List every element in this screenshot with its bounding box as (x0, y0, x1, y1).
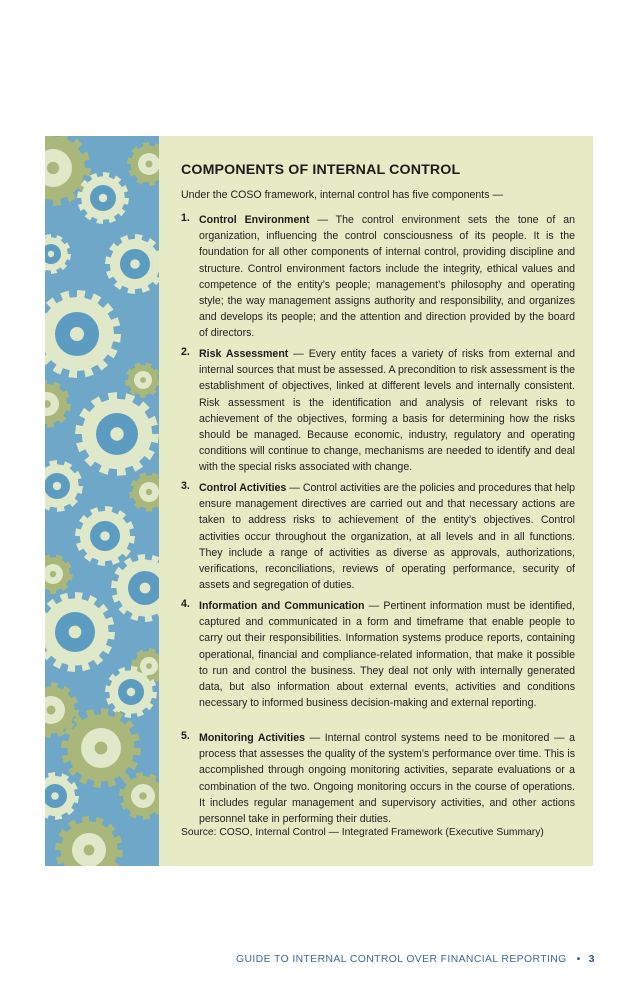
component-item (181, 730, 575, 827)
gear-axle-icon (95, 742, 108, 755)
gear-axle-icon (48, 251, 54, 257)
page-footer (236, 954, 595, 965)
gear-axle-icon (146, 663, 152, 669)
item-term: Control Environment (199, 214, 310, 226)
component-item (181, 212, 575, 342)
gear-axle-icon (70, 327, 84, 341)
gear-axle-icon (100, 531, 110, 541)
gear-axle-icon (146, 489, 152, 495)
gear-axle-icon (140, 583, 151, 594)
gear-axle-icon (110, 427, 123, 440)
item-body (199, 598, 575, 711)
source-citation: Source: COSO, Internal Control — Integrated Framework (Executive Summary) (181, 827, 544, 838)
item-number: 2. (181, 346, 190, 358)
item-body (199, 212, 575, 342)
item-term: Monitoring Activities (199, 732, 305, 744)
item-term: Risk Assessment (199, 348, 289, 360)
gear-axle-icon (127, 688, 135, 696)
item-number: 5. (181, 730, 190, 742)
box-intro: Under the COSO framework, internal control has five components — (181, 189, 504, 201)
item-text: — Control activities are the policies and procedures that help ensure management directives are carried out and that necessary actions are taken to address risks to achievement of the entity’s objectives. Control activities occur throughout the organization, at all levels and in all functions. They include a range of activities as diverse as approvals, authorizations, verifications, reconciliations, reviews of operating performance, security of assets and segregation of duties. (199, 482, 575, 592)
item-term: Control Activities (199, 482, 287, 494)
item-body (199, 346, 575, 476)
item-number: 1. (181, 212, 190, 224)
gear-axle-icon (47, 706, 56, 715)
component-item (181, 346, 575, 476)
box-title: COMPONENTS OF INTERNAL CONTROL (181, 162, 461, 178)
component-item (181, 480, 575, 593)
gear-axle-icon (146, 161, 153, 168)
gear-pattern-image (45, 136, 159, 866)
item-text: — Every entity faces a variety of risks from external and internal sources that must be assessed. A precondition to risk assessment is the establishment of objectives, linked at different levels and internally consistent. Risk assessment is the identification and analysis of relevant risks to achievement of the objectives, forming a basis for determining how the risks should be managed. Because economic, industry, regulatory and operating conditions will continue to change, mechanisms are needed to identify and deal with the special risks associated with change. (199, 348, 575, 474)
gear-axle-icon (99, 194, 107, 202)
gear-axle-icon (130, 259, 140, 269)
gear-axle-icon (140, 377, 146, 383)
item-body (199, 730, 575, 827)
gear-axle-icon (53, 482, 61, 490)
running-title: GUIDE TO INTERNAL CONTROL OVER FINANCIAL REPORTING (236, 954, 567, 965)
gear-axle-icon (47, 162, 59, 174)
component-item (181, 598, 575, 711)
item-text: — Pertinent information must be identified, captured and communicated in a form and timeframe that enable people to carry out their responsibilities. Information systems produce reports, containing operational, financial and compliance-related information, that make it possible to run and control the business. They deal not only with internally generated data, but also information about external events, activities and conditions necessary to informed business decision-making and external reporting. (199, 600, 575, 710)
gear-axle-icon (84, 845, 95, 856)
item-text: — The control environment sets the tone of an organization, influencing the control consciousness of its people. It is the foundation for all other components of internal control, providing discipline and structure. Control environment factors include the integrity, ethical values and competence of the entity’s people; management’s philosophy and operating style; the way management assigns authority and responsibility, and organizes and develops its people; and the attention and direction provided by the board of directors. (199, 214, 575, 340)
item-body (199, 480, 575, 593)
gear-axle-icon (69, 626, 82, 639)
gear-axle-icon (50, 571, 56, 577)
item-number: 3. (181, 480, 190, 492)
gear-axle-icon (51, 792, 59, 800)
sidebar-box (45, 136, 593, 866)
page-number: 3 (588, 954, 595, 965)
item-number: 4. (181, 598, 190, 610)
item-term: Information and Communication (199, 600, 365, 612)
item-text: — Internal control systems need to be monitored — a process that assesses the quality of the system’s performance over time. This is accomplished through ongoing monitoring activities, separate evaluations or a combination of the two. Ongoing monitoring occurs in the course of operations. It includes regular management and supervisory activities, and other actions personnel take in performing their duties. (199, 732, 576, 826)
bullet-separator: • (576, 954, 581, 965)
gear-axle-icon (139, 792, 147, 800)
